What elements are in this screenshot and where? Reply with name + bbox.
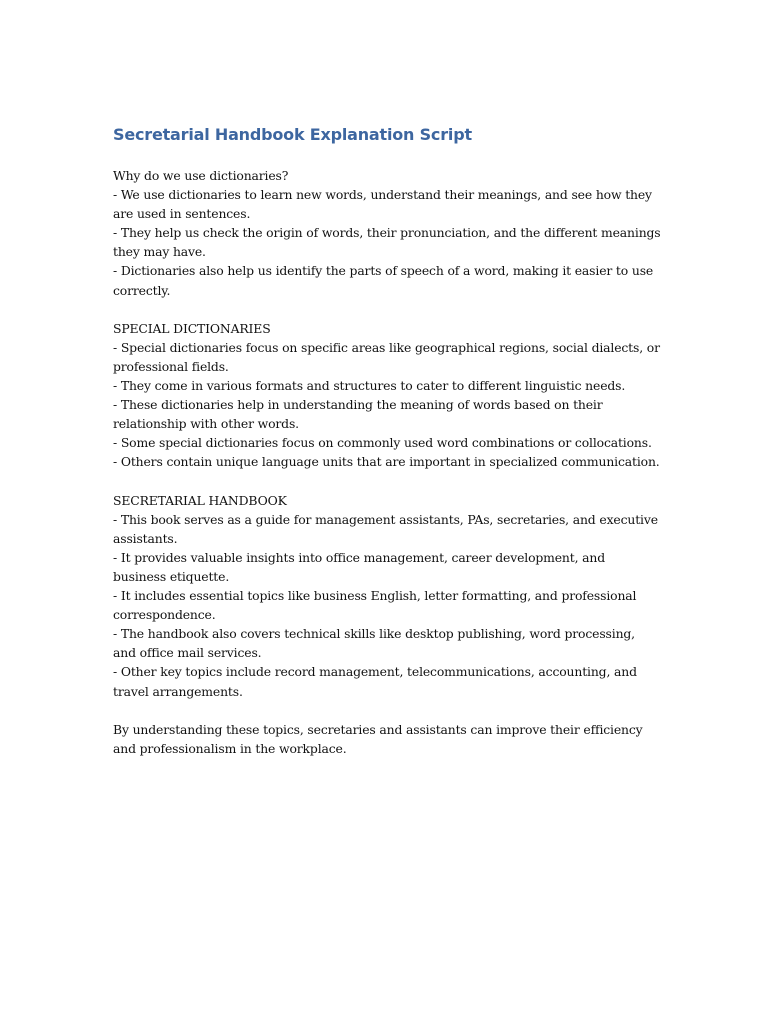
bullet-line: - Other key topics include record management, telecommunications, accounting, and travel arrangements.	[113, 664, 637, 699]
bullet-line: - This book serves as a guide for management assistants, PAs, secretaries, and executive assistants.	[113, 511, 658, 546]
conclusion-text: By understanding these topics, secretaries and assistants can improve their efficiency and professionalism in the workplace.	[113, 721, 643, 756]
bullet-line: - Dictionaries also help us identify the parts of speech of a word, making it easier to use correctly.	[113, 263, 654, 298]
bullet-line: - It provides valuable insights into office management, career development, and business etiquette.	[113, 549, 606, 584]
section-heading: SPECIAL DICTIONARIES	[113, 320, 271, 336]
document-body	[113, 124, 661, 777]
document-title: Secretarial Handbook Explanation Script	[113, 125, 472, 144]
bullet-line: - It includes essential topics like business English, letter formatting, and professional correspondence.	[113, 588, 637, 623]
section-heading: SECRETARIAL HANDBOOK	[113, 492, 287, 508]
bullet-line: - The handbook also covers technical skills like desktop publishing, word processing, and office mail services.	[113, 626, 635, 661]
bullet-line: - Special dictionaries focus on specific areas like geographical regions, social dialects, or professional fields.	[113, 339, 660, 374]
bullet-line: - We use dictionaries to learn new words, understand their meanings, and see how they are used in sentences.	[113, 187, 652, 222]
bullet-line: - These dictionaries help in understanding the meaning of words based on their relationship with other words.	[113, 397, 603, 432]
bullet-line: - Some special dictionaries focus on commonly used word combinations or collocations.	[113, 435, 652, 451]
section-why-dictionaries	[113, 166, 661, 300]
section-special-dictionaries	[113, 319, 661, 472]
section-secretarial-handbook	[113, 491, 661, 701]
section-conclusion	[113, 720, 661, 758]
bullet-line: - Others contain unique language units that are important in specialized communication.	[113, 454, 660, 470]
bullet-line: - They come in various formats and structures to cater to different linguistic needs.	[113, 378, 626, 394]
section-heading: Why do we use dictionaries?	[113, 168, 289, 183]
bullet-line: - They help us check the origin of words, their pronunciation, and the different meanings they may have.	[113, 225, 661, 260]
